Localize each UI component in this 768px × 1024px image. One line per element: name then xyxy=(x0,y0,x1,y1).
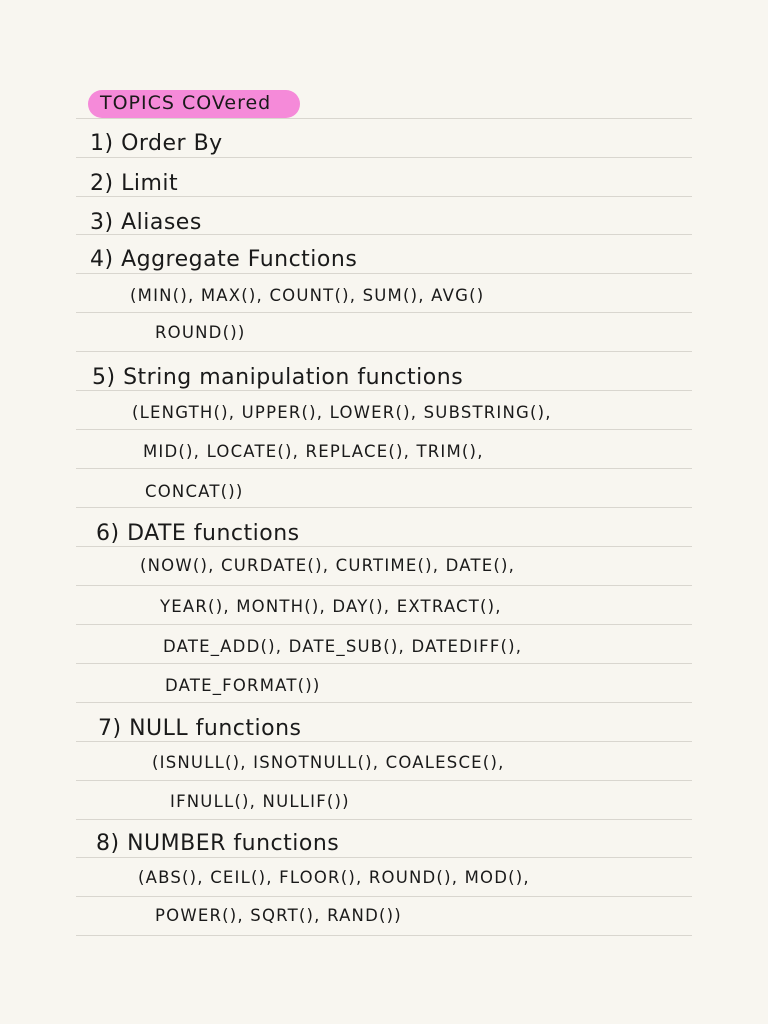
ruled-line xyxy=(76,780,692,781)
ruled-line xyxy=(76,819,692,820)
ruled-line xyxy=(76,935,692,936)
ruled-line xyxy=(76,857,692,858)
ruled-line xyxy=(76,118,692,119)
page-title: TOPICS COVered xyxy=(100,92,272,114)
topic-detail-line: ROUND()) xyxy=(155,323,246,342)
ruled-line xyxy=(76,351,692,352)
topic-heading: 8) NUMBER functions xyxy=(96,831,340,856)
topic-heading: 5) String manipulation functions xyxy=(92,365,464,390)
ruled-line xyxy=(76,196,692,197)
ruled-line xyxy=(76,896,692,897)
ruled-line xyxy=(76,741,692,742)
ruled-line xyxy=(76,312,692,313)
ruled-line xyxy=(76,546,692,547)
topic-detail-line: DATE_ADD(), DATE_SUB(), DATEDIFF(), xyxy=(163,637,523,656)
ruled-line xyxy=(76,624,692,625)
topic-detail-line: (LENGTH(), UPPER(), LOWER(), SUBSTRING(), xyxy=(132,403,552,422)
topic-heading: 1) Order By xyxy=(90,131,223,156)
ruled-line xyxy=(76,390,692,391)
topic-heading: 4) Aggregate Functions xyxy=(90,247,358,272)
ruled-line xyxy=(76,507,692,508)
ruled-line xyxy=(76,429,692,430)
topic-detail-line: (MIN(), MAX(), COUNT(), SUM(), AVG() xyxy=(130,286,485,305)
topic-detail-line: POWER(), SQRT(), RAND()) xyxy=(155,906,402,925)
topic-detail-line: CONCAT()) xyxy=(145,482,244,501)
topic-detail-line: IFNULL(), NULLIF()) xyxy=(170,792,350,811)
topic-heading: 7) NULL functions xyxy=(98,716,302,741)
ruled-line xyxy=(76,702,692,703)
ruled-line xyxy=(76,663,692,664)
ruled-line xyxy=(76,585,692,586)
ruled-line xyxy=(76,468,692,469)
topic-detail-line: MID(), LOCATE(), REPLACE(), TRIM(), xyxy=(143,442,484,461)
topic-detail-line: YEAR(), MONTH(), DAY(), EXTRACT(), xyxy=(160,597,502,616)
topic-heading: 2) Limit xyxy=(90,171,179,196)
topic-detail-line: (ABS(), CEIL(), FLOOR(), ROUND(), MOD(), xyxy=(138,868,530,887)
ruled-line xyxy=(76,273,692,274)
topic-detail-line: (ISNULL(), ISNOTNULL(), COALESCE(), xyxy=(152,753,505,772)
topic-heading: 3) Aliases xyxy=(90,210,202,235)
topic-detail-line: DATE_FORMAT()) xyxy=(165,676,321,695)
ruled-line xyxy=(76,157,692,158)
topic-heading: 6) DATE functions xyxy=(96,521,300,546)
topic-detail-line: (NOW(), CURDATE(), CURTIME(), DATE(), xyxy=(140,556,516,575)
